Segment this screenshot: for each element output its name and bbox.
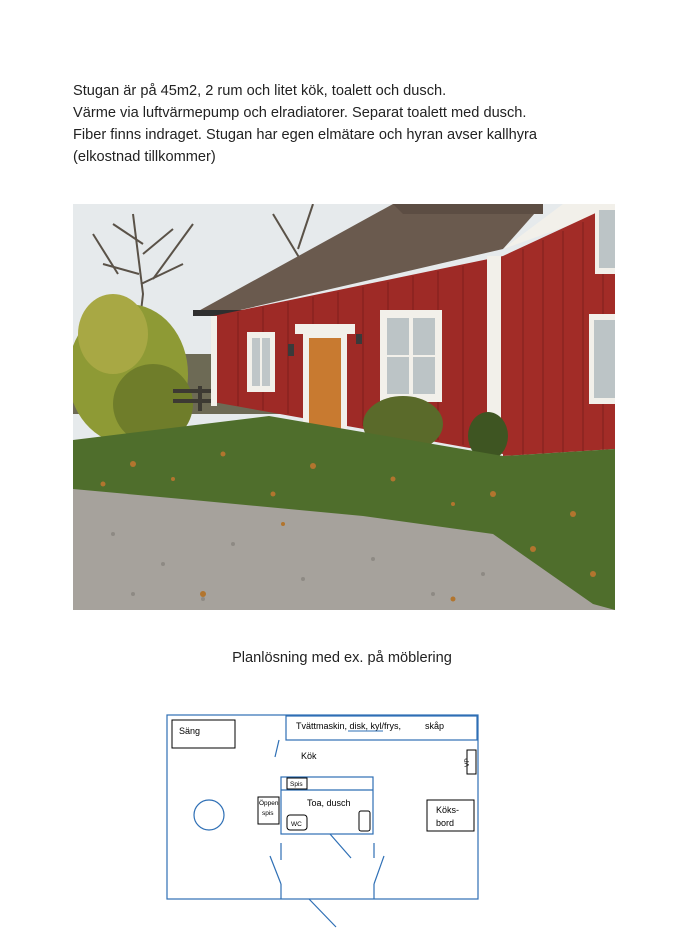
kitchen-table-label-2: bord xyxy=(436,818,455,828)
appliances-label: Tvättmaskin, disk, kyl/frys, xyxy=(296,721,402,731)
wc-label: WC xyxy=(291,821,302,828)
bathroom-label: Toa, dusch xyxy=(307,798,351,808)
open-fireplace-label-1: Öppen xyxy=(259,800,279,807)
description-line-4: (elkostnad tillkommer) xyxy=(73,149,216,165)
shower xyxy=(359,811,370,831)
bed-label: Säng xyxy=(179,726,201,736)
floorplan-title: Planlösning med ex. på möblering xyxy=(232,650,452,666)
description-line-1: Stugan är på 45m2, 2 rum och litet kök, toalett och dusch. xyxy=(73,83,447,99)
description-line-3: Fiber finns indraget. Stugan har egen elmätare och hyran avser kallhyra xyxy=(73,127,538,143)
stove-label: Spis xyxy=(290,781,303,788)
description-line-2: Värme via luftvärmepump och elradiatorer. Separat toalett med dusch. xyxy=(73,105,527,121)
open-fireplace-label-2: spis xyxy=(262,810,274,817)
heat-pump-label: VP xyxy=(464,758,471,767)
kitchen-table-label-1: Köks- xyxy=(436,805,460,815)
kitchen-label: Kök xyxy=(301,751,317,761)
cupboard-label: skåp xyxy=(425,721,445,731)
round-table xyxy=(194,800,224,830)
